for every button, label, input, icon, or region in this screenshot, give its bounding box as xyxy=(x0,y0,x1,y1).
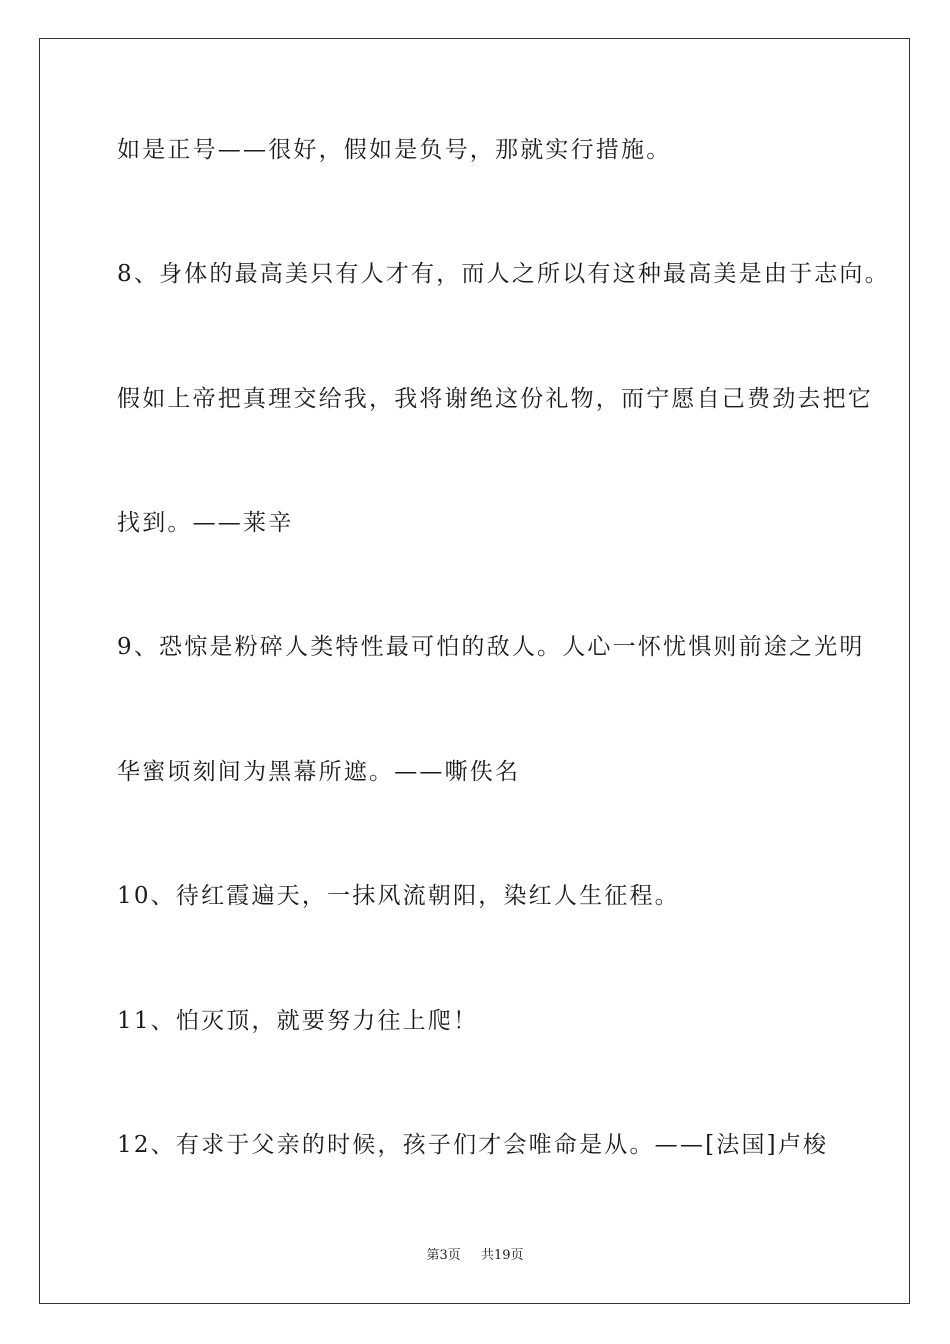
page-footer xyxy=(0,1247,950,1265)
text-line: 10、待红霞遍天，一抹风流朝阳，染红人生征程。 xyxy=(117,883,680,909)
text-line: 找到。——莱辛 xyxy=(117,510,294,536)
page-total: 共19页 xyxy=(480,1248,524,1263)
text-line: 假如上帝把真理交给我，我将谢绝这份礼物，而宁愿自己费劲去把它 xyxy=(117,386,873,412)
page-border xyxy=(39,38,910,1304)
page-number: 第3页 xyxy=(426,1248,461,1263)
text-line: 11、怕灭顶，就要努力往上爬！ xyxy=(117,1008,479,1034)
text-line: 华蜜顷刻间为黑幕所遮。——嘶佚名 xyxy=(117,759,521,785)
text-line: 9、恐惊是粉碎人类特性最可怕的敌人。人心一怀忧惧则前途之光明 xyxy=(117,634,865,660)
text-line: 8、身体的最高美只有人才有，而人之所以有这种最高美是由于志向。 xyxy=(117,261,890,287)
text-line: 12、有求于父亲的时候，孩子们才会唯命是从。——[法国]卢梭 xyxy=(117,1132,829,1158)
text-line: 如是正号——很好，假如是负号，那就实行措施。 xyxy=(117,137,672,163)
